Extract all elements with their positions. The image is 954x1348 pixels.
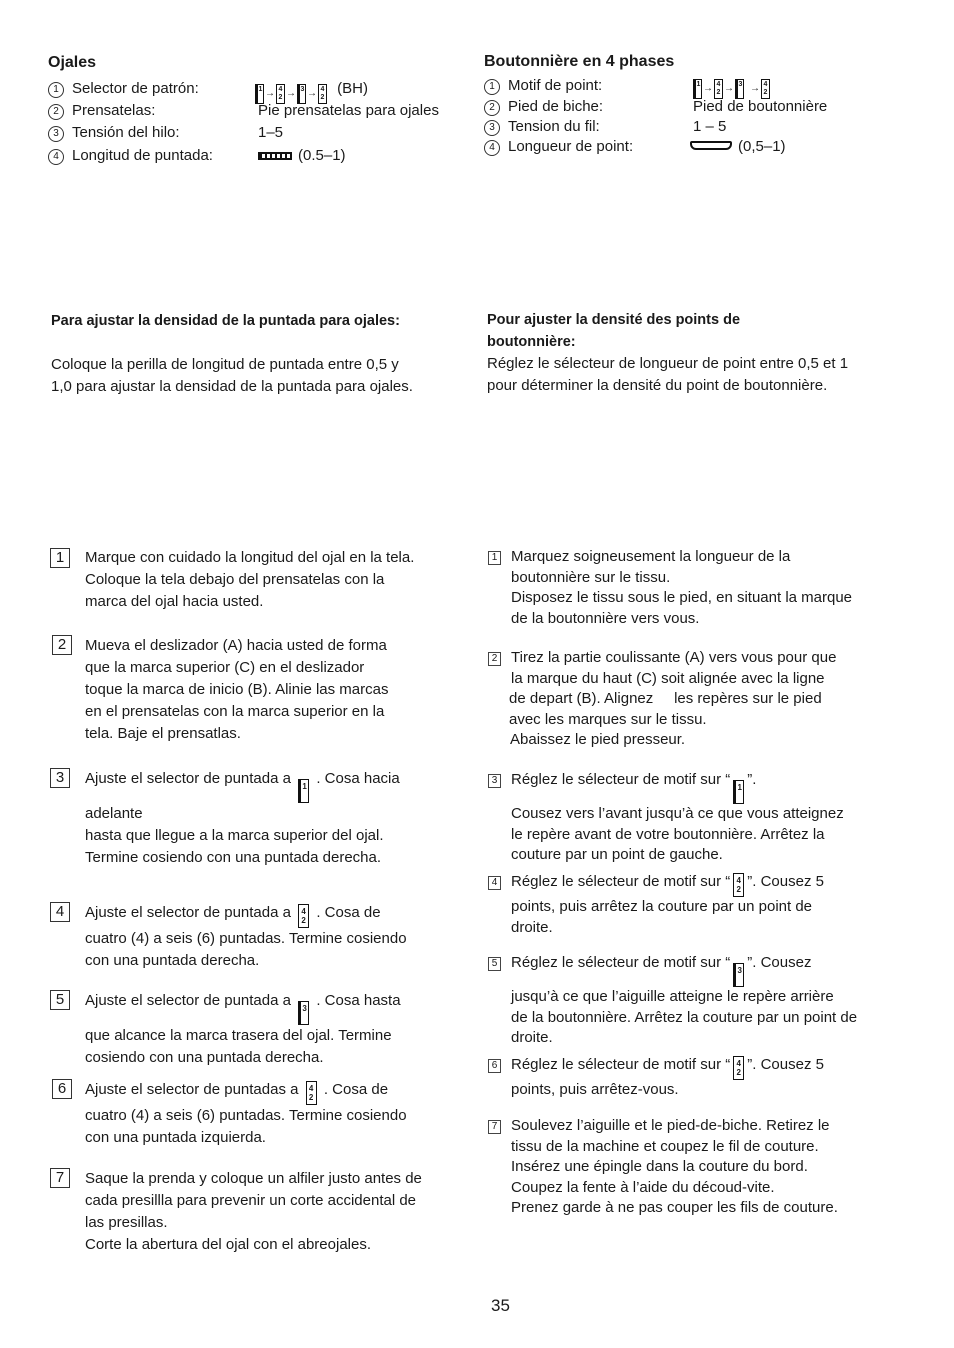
es-setting-label: Tensión del hilo: bbox=[72, 124, 180, 141]
fr-setting-label: Tension du fil: bbox=[508, 118, 600, 135]
es-density-heading: Para ajustar la densidad de la puntada para ojales: bbox=[51, 313, 400, 329]
step-number: 2 bbox=[488, 652, 501, 666]
circled-number: 3 bbox=[48, 126, 64, 142]
es-step-6: Ajuste el selector de puntadas a 4 2 . Cosa de cuatro (4) a seis (6) puntadas. Termine cosiendo con una puntada izquierda. bbox=[85, 1081, 407, 1146]
es-setting-value: (BH) bbox=[337, 80, 368, 97]
es-step-5: Ajuste el selector de puntada a 3 . Cosa hasta que alcance la marca trasera del ojal. Termine cosiendo con una puntada derecha. bbox=[85, 992, 401, 1066]
fr-setting-4 bbox=[484, 137, 633, 157]
es-setting-value: Pie prensatelas para ojales bbox=[258, 102, 439, 119]
selector-tile-icon: 4 2 bbox=[298, 904, 309, 928]
circled-number: 2 bbox=[484, 100, 500, 116]
fr-setting-label: Longueur de point: bbox=[508, 138, 634, 155]
es-setting-4 bbox=[48, 146, 213, 166]
page-number: 35 bbox=[491, 1296, 510, 1315]
es-setting-label: Prensatelas: bbox=[72, 102, 156, 119]
selector-tile: 3 bbox=[735, 79, 744, 99]
es-setting-4-value bbox=[258, 146, 346, 166]
selector-tile-icon: 4 2 bbox=[733, 873, 744, 897]
fr-setting-value: (0,5–1) bbox=[738, 138, 786, 155]
fr-setting-label: Motif de point: bbox=[508, 77, 603, 94]
fr-density-heading: Pour ajuster la densité des points de boutonnière: bbox=[487, 312, 741, 350]
selector-tile-icon: 3 bbox=[298, 1001, 309, 1025]
step-number: 6 bbox=[52, 1079, 72, 1099]
es-setting-value: 1–5 bbox=[258, 124, 284, 141]
selector-tile-icon: 4 2 bbox=[306, 1081, 317, 1105]
fr-setting-label: Pied de biche: bbox=[508, 98, 604, 115]
es-step-4: Ajuste el selector de puntada a 4 2 . Cosa de cuatro (4) a seis (6) puntadas. Termine cosiendo con una puntada derecha. bbox=[85, 904, 407, 969]
step-number: 4 bbox=[488, 876, 501, 890]
fr-step-6: Réglez le sélecteur de motif sur “ 4 2 ”. Cousez 5 points, puis arrêtez-vous. bbox=[511, 1056, 824, 1098]
selector-tile: 4 2 bbox=[761, 79, 770, 99]
fr-density-text: Réglez le sélecteur de longueur de point entre 0,5 et 1 pour déterminer la densité du point de boutonnière. bbox=[487, 355, 849, 394]
fr-setting-value: 1 – 5 bbox=[693, 118, 727, 135]
es-title: Ojales bbox=[48, 54, 97, 71]
es-setting-3 bbox=[48, 123, 180, 143]
pattern-selector-sequence-icon: 1 → 4 2 → 3 → 4 2 bbox=[255, 84, 327, 104]
fr-step-5: Réglez le sélecteur de motif sur “ 3 ”. Cousez jusqu’à ce que l’aiguille atteigne le repère arrière de la boutonnière. Arrêtez la couture par un point de droite. bbox=[511, 954, 858, 1046]
fr-setting-1 bbox=[484, 76, 602, 96]
es-setting-value: (0.5–1) bbox=[298, 147, 346, 164]
fr-step-1: Marquez soigneusement la longueur de la boutonnière sur le tissu. Disposez le tissu sous le pied, en situant la marque de la boutonnière vers vous. bbox=[511, 548, 853, 627]
step-number: 5 bbox=[50, 990, 70, 1010]
fr-title: Boutonnière en 4 phases bbox=[484, 53, 675, 70]
selector-tile-icon: 1 bbox=[298, 779, 309, 803]
es-step-1: Marque con cuidado la longitud del ojal en la tela. Coloque la tela debajo del prensatelas con la marca del ojal hacia usted. bbox=[85, 549, 415, 610]
es-setting-label: Selector de patrón: bbox=[72, 80, 199, 97]
stitch-length-icon bbox=[258, 152, 292, 160]
fr-setting-4-value bbox=[690, 137, 786, 157]
fr-step-2: Tirez la partie coulissante (A) vers vous pour que la marque du haut (C) soit alignée avec la ligne de depart (B). Alignez les repères sur le pied avec les marques sur le tissu. Abaissez le pied presseur. bbox=[509, 649, 837, 748]
fr-setting-2 bbox=[484, 97, 603, 117]
circled-number: 1 bbox=[48, 82, 64, 98]
selector-tile-icon: 3 bbox=[733, 963, 744, 987]
fr-setting-value: Pied de boutonnière bbox=[693, 98, 828, 115]
es-setting-1 bbox=[48, 79, 199, 99]
step-number: 3 bbox=[50, 768, 70, 788]
step-number: 1 bbox=[488, 551, 501, 565]
step-number: 2 bbox=[52, 635, 72, 655]
circled-number: 4 bbox=[48, 149, 64, 165]
es-step-7: Saque la prenda y coloque un alfiler justo antes de cada presillla para prevenir un corte accidental de las presillas. Corte la abertura del ojal con el abreojales. bbox=[85, 1170, 422, 1253]
es-step-2: Mueva el deslizador (A) hacia usted de forma que la marca superior (C) en el deslizador toque la marca de inicio (B). Alinie las marcas en el prensatelas con la marca superior en la tela. Baje el prensatlas. bbox=[85, 637, 389, 742]
circled-number: 3 bbox=[484, 120, 500, 136]
selector-tile: 1 bbox=[693, 79, 702, 99]
es-step-3: Ajuste el selector de puntada a 1 . Cosa hacia adelante hasta que llegue a la marca superior del ojal. Termine cosiendo con una puntada derecha. bbox=[85, 770, 400, 866]
circled-number: 2 bbox=[48, 104, 64, 120]
circled-number: 1 bbox=[484, 79, 500, 95]
step-number: 5 bbox=[488, 957, 501, 971]
selector-tile: 4 2 bbox=[714, 79, 723, 99]
step-number: 4 bbox=[50, 902, 70, 922]
fr-step-3: Réglez le sélecteur de motif sur “ 1 ”. Cousez vers l’avant jusqu’à ce que vous atteignez le repère avant de votre boutonnière. Arrêtez la couture par un point de gauche. bbox=[511, 771, 844, 863]
pattern-selector-sequence-icon: 1 → 4 2 → 3 → 4 2 bbox=[693, 79, 770, 99]
es-density-text: Coloque la perilla de longitud de puntada entre 0,5 y 1,0 para ajustar la densidad de la puntada para ojales. bbox=[51, 356, 413, 395]
step-number: 1 bbox=[50, 548, 70, 568]
step-number: 6 bbox=[488, 1059, 501, 1073]
es-setting-2 bbox=[48, 101, 155, 121]
stitch-length-icon bbox=[690, 141, 732, 150]
fr-setting-1-value bbox=[693, 74, 770, 99]
fr-setting-3 bbox=[484, 117, 600, 137]
selector-tile: 4 2 bbox=[318, 84, 327, 104]
step-number: 7 bbox=[50, 1168, 70, 1188]
es-setting-label: Longitud de puntada: bbox=[72, 147, 213, 164]
circled-number: 4 bbox=[484, 140, 500, 156]
selector-tile-icon: 1 bbox=[733, 780, 744, 804]
fr-step-4: Réglez le sélecteur de motif sur “ 4 2 ”. Cousez 5 points, puis arrêtez la couture par un point de droite. bbox=[511, 873, 824, 936]
selector-tile: 3 bbox=[297, 84, 306, 104]
fr-step-7: Soulevez l’aiguille et le pied-de-biche. Retirez le tissu de la machine et coupez le fil de couture. Insérez une épingle dans la couture du bord. Coupez la fente à l’aide du découd-vite. Prenez garde à ne pas couper les fils de couture. bbox=[511, 1117, 838, 1216]
selector-tile: 1 bbox=[255, 84, 264, 104]
selector-tile-icon: 4 2 bbox=[733, 1056, 744, 1080]
step-number: 7 bbox=[488, 1120, 501, 1134]
step-number: 3 bbox=[488, 774, 501, 788]
selector-tile: 4 2 bbox=[276, 84, 285, 104]
